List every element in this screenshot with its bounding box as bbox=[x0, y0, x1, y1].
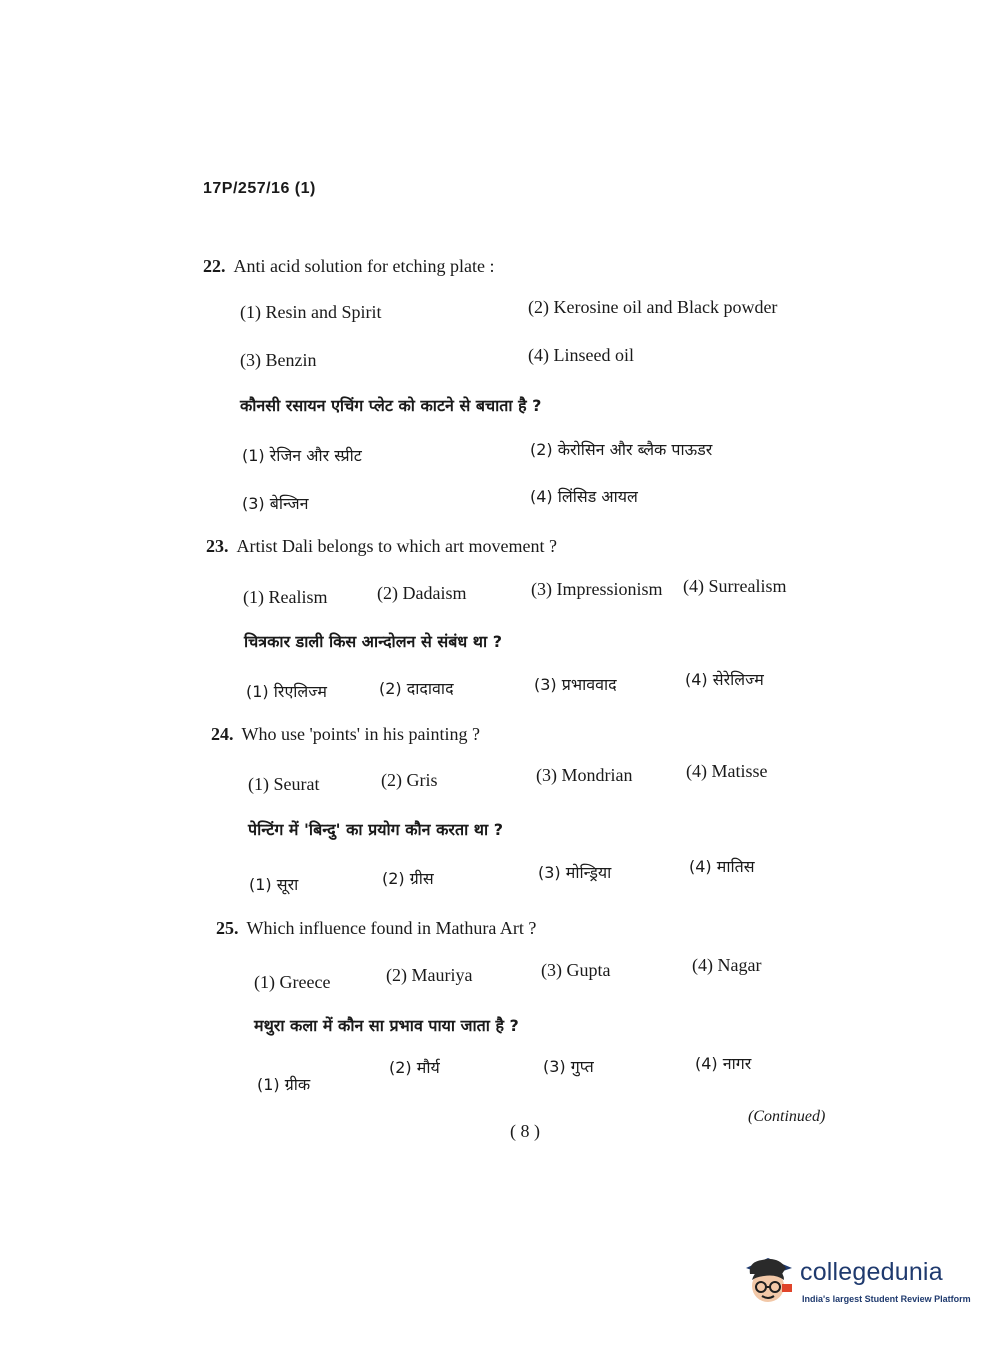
option-hi: (4) सेरेलिज्म bbox=[685, 670, 764, 689]
option-hi: (2) दादावाद bbox=[379, 679, 454, 698]
option-en: (4) Matisse bbox=[686, 761, 768, 781]
option-hi: (1) सूरा bbox=[249, 875, 299, 894]
option-hi: (1) रिएलिज्म bbox=[246, 682, 327, 701]
option-hi: (3) बेन्जिन bbox=[242, 494, 309, 513]
question-text-en: 25. Which influence found in Mathura Art ? bbox=[216, 918, 537, 938]
question-number: 25. bbox=[216, 918, 239, 938]
option-hi: (2) केरोसिन और ब्लैक पाऊडर bbox=[530, 440, 713, 459]
paper-code: 17P/257/16 (1) bbox=[203, 180, 316, 197]
option-en: (2) Dadaism bbox=[377, 583, 467, 603]
page-number: ( 8 ) bbox=[510, 1121, 540, 1141]
question-number: 24. bbox=[211, 724, 234, 744]
question-text-hi: मथुरा कला में कौन सा प्रभाव पाया जाता है ? bbox=[254, 1016, 519, 1035]
option-hi: (1) रेजिन और स्प्रीट bbox=[242, 446, 362, 465]
option-en: (3) Mondrian bbox=[536, 765, 633, 785]
option-en: (3) Benzin bbox=[240, 350, 317, 370]
brand-name: collegedunia bbox=[800, 1258, 943, 1286]
question-number: 22. bbox=[203, 256, 226, 276]
option-hi: (3) मोन्ड्रिया bbox=[538, 863, 612, 882]
brand-tagline: India's largest Student Review Platform bbox=[802, 1294, 971, 1304]
option-hi: (4) मातिस bbox=[689, 857, 755, 876]
option-hi: (4) लिंसिड आयल bbox=[530, 487, 638, 506]
option-en: (1) Resin and Spirit bbox=[240, 302, 382, 322]
option-en: (4) Nagar bbox=[692, 955, 762, 975]
option-hi: (3) गुप्त bbox=[543, 1057, 594, 1076]
option-en: (3) Gupta bbox=[541, 960, 611, 980]
option-hi: (2) मौर्य bbox=[389, 1058, 440, 1077]
option-en: (2) Gris bbox=[381, 770, 438, 790]
question-text-en: 22. Anti acid solution for etching plate : bbox=[203, 256, 495, 276]
question-text-hi: कौनसी रसायन एचिंग प्लेट को काटने से बचाता है ? bbox=[240, 396, 542, 415]
option-hi: (2) ग्रीस bbox=[382, 869, 434, 888]
option-hi: (4) नागर bbox=[695, 1054, 752, 1073]
option-en: (1) Realism bbox=[243, 587, 328, 607]
student-mascot-icon bbox=[742, 1250, 800, 1312]
collegedunia-logo bbox=[742, 1250, 972, 1312]
question-text-hi: पेन्टिंग में 'बिन्दु' का प्रयोग कौन करता था ? bbox=[248, 820, 504, 839]
option-en: (1) Seurat bbox=[248, 774, 320, 794]
option-en: (2) Kerosine oil and Black powder bbox=[528, 297, 778, 317]
question-number: 23. bbox=[206, 536, 229, 556]
question-text-en: 23. Artist Dali belongs to which art movement ? bbox=[206, 536, 557, 556]
option-en: (4) Surrealism bbox=[683, 576, 787, 596]
option-en: (2) Mauriya bbox=[386, 965, 473, 985]
option-en: (4) Linseed oil bbox=[528, 345, 634, 365]
option-en: (3) Impressionism bbox=[531, 579, 663, 599]
question-text-hi: चित्रकार डाली किस आन्दोलन से संबंध था ? bbox=[244, 632, 502, 651]
option-hi: (3) प्रभाववाद bbox=[534, 675, 617, 694]
continued-label: (Continued) bbox=[748, 1108, 826, 1125]
option-en: (1) Greece bbox=[254, 972, 331, 992]
option-hi: (1) ग्रीक bbox=[257, 1075, 311, 1094]
question-text-en: 24. Who use 'points' in his painting ? bbox=[211, 724, 480, 744]
